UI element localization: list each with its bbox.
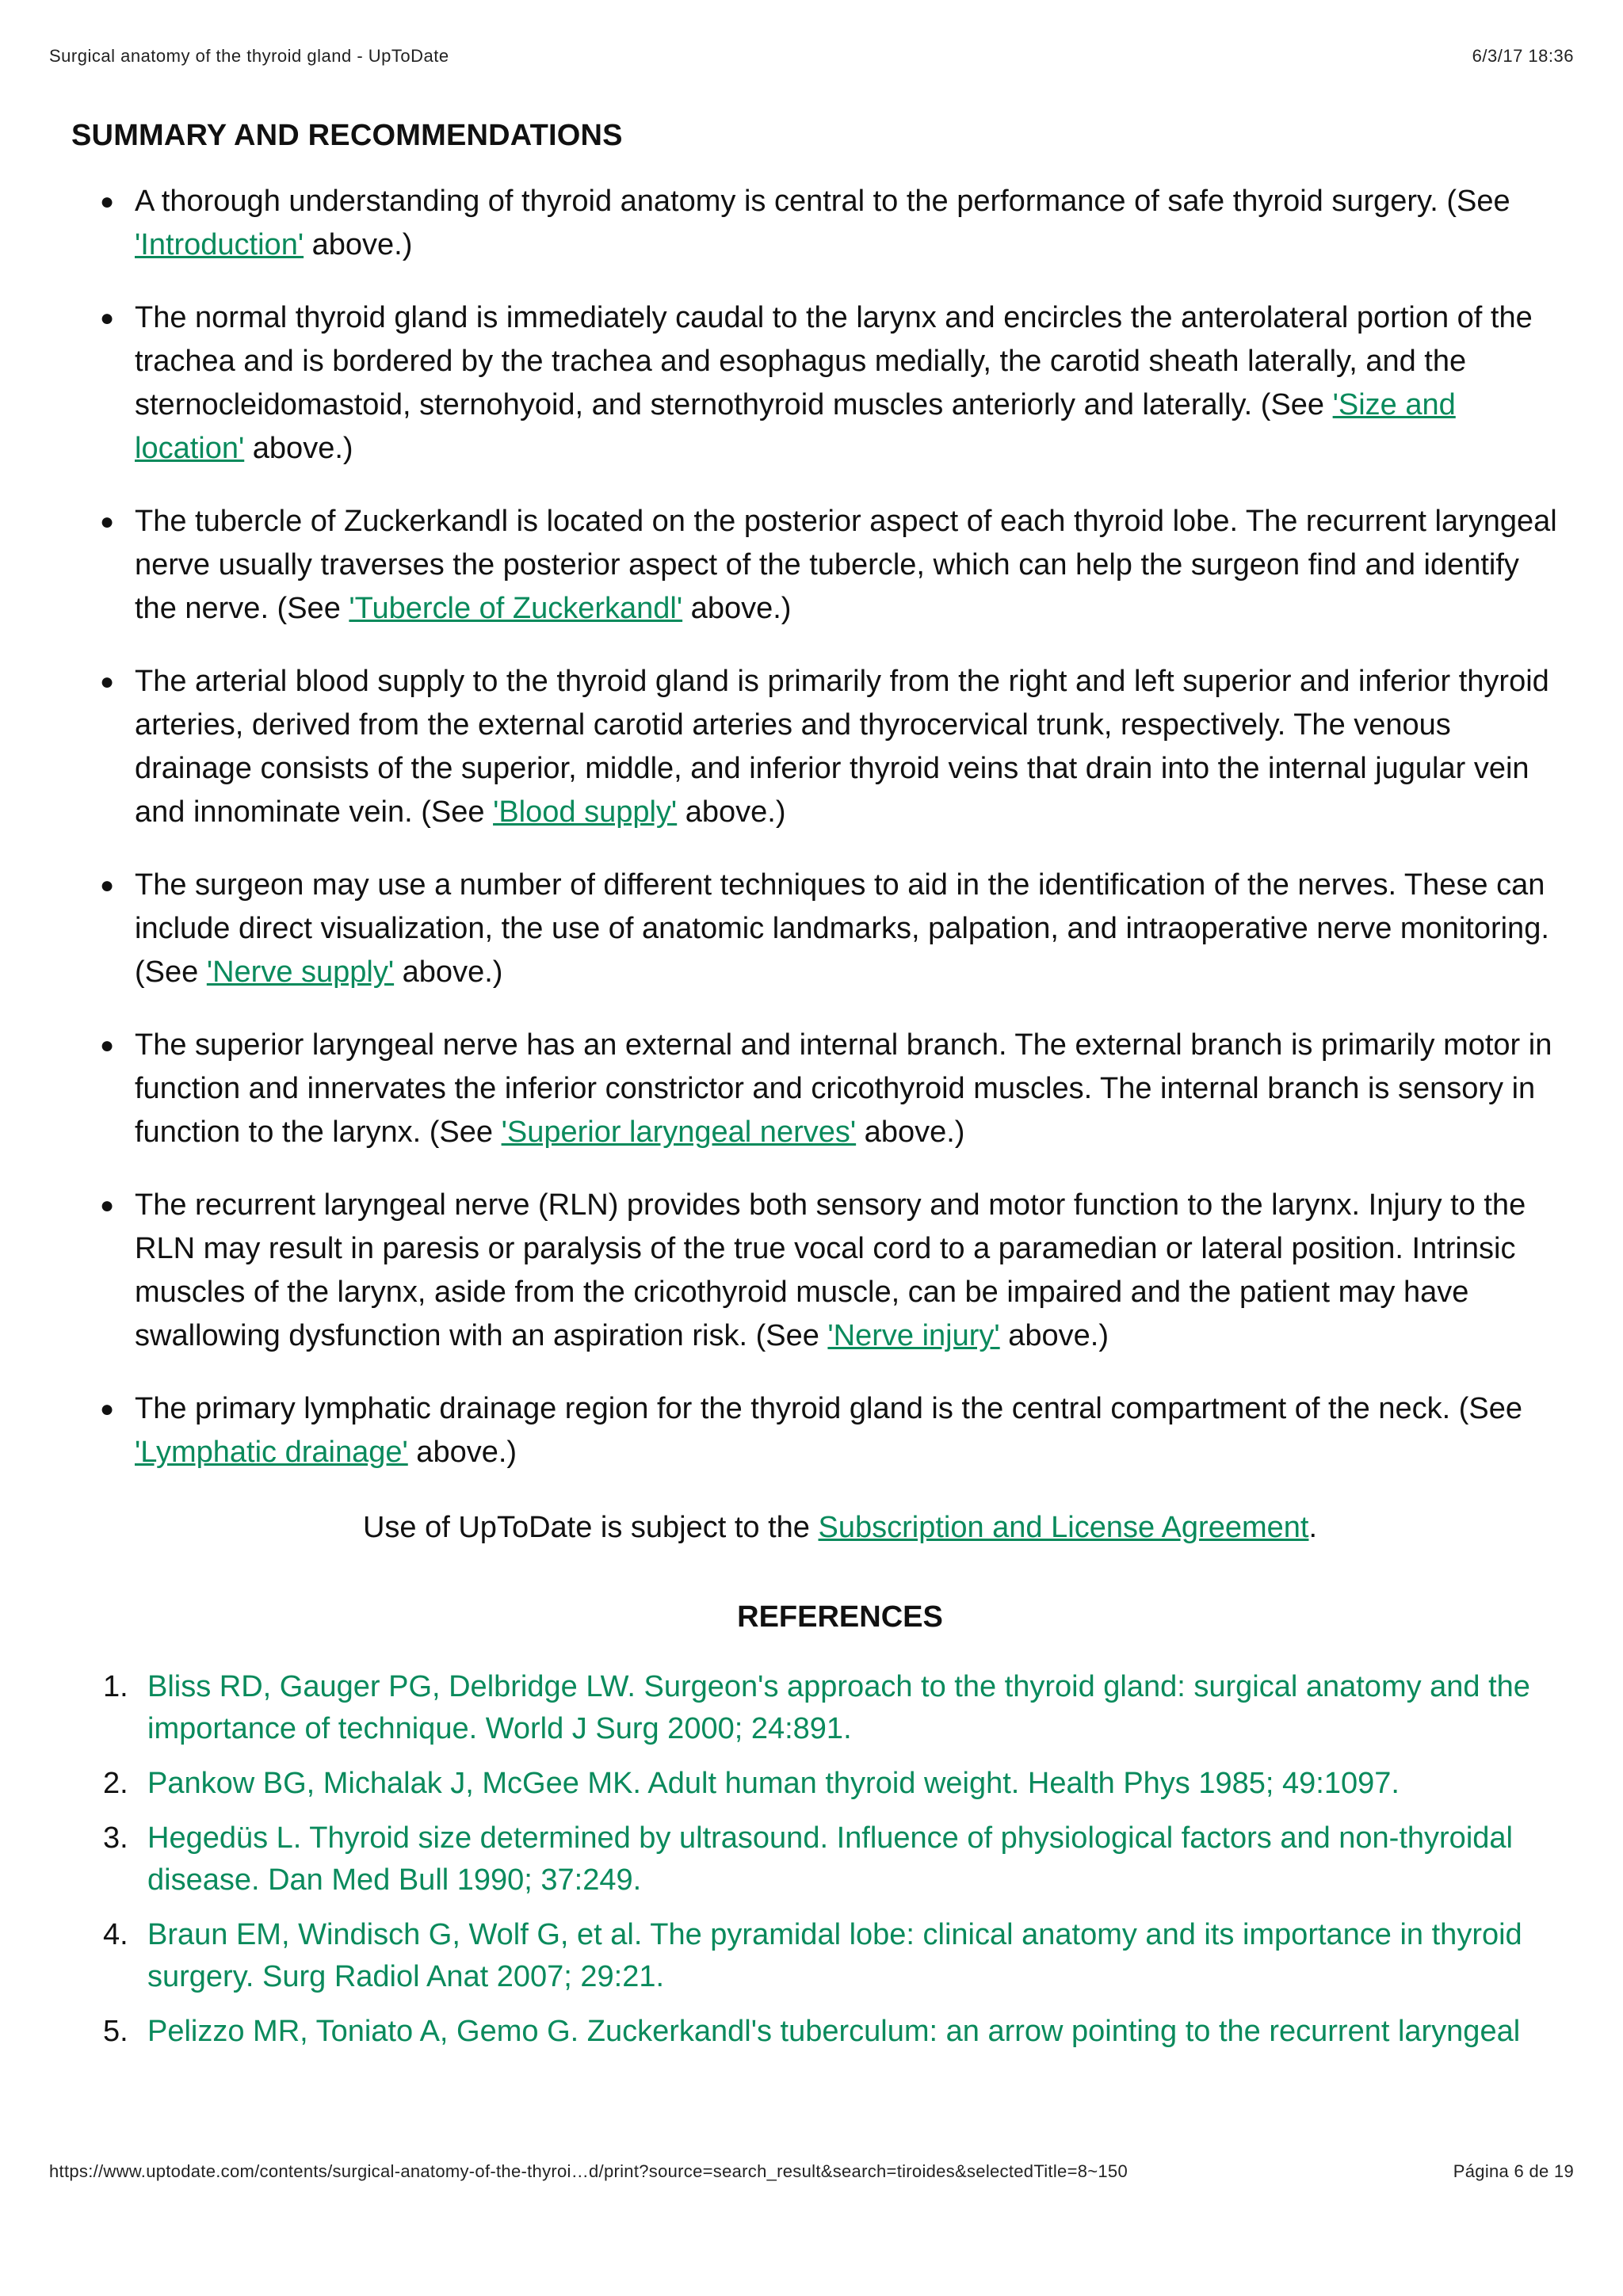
summary-item-after: above.) bbox=[407, 1436, 517, 1469]
summary-item bbox=[71, 864, 1561, 994]
bullet-icon: ● bbox=[100, 189, 115, 215]
summary-item-text: The primary lymphatic drainage region for the thyroid gland is the central compartment of the neck. (See bbox=[135, 1392, 1522, 1425]
print-header-datetime: 6/3/17 18:36 bbox=[1472, 46, 1574, 66]
reference-item bbox=[71, 1914, 1561, 1998]
reference-link[interactable]: Bliss RD, Gauger PG, Delbridge LW. Surgeon's approach to the thyroid gland: surgical anatomy and the importance of technique. World J Surg 2000; 24:891. bbox=[147, 1670, 1530, 1745]
summary-item bbox=[71, 660, 1561, 834]
summary-item bbox=[71, 1184, 1561, 1358]
reference-link[interactable]: Hegedüs L. Thyroid size determined by ultrasound. Influence of physiological factors and non-thyroidal disease. Dan Med Bull 1990; 37:249. bbox=[147, 1821, 1513, 1897]
summary-item bbox=[71, 500, 1561, 631]
summary-item-after: above.) bbox=[682, 592, 792, 625]
summary-heading: SUMMARY AND RECOMMENDATIONS bbox=[71, 119, 623, 152]
summary-item-after: above.) bbox=[304, 228, 413, 261]
bullet-icon: ● bbox=[100, 1192, 115, 1219]
print-footer-page: Página 6 de 19 bbox=[1453, 2161, 1574, 2181]
reference-number: 1. bbox=[103, 1670, 128, 1703]
summary-item-after: above.) bbox=[999, 1319, 1109, 1352]
summary-item bbox=[71, 180, 1561, 267]
summary-item-text: The arterial blood supply to the thyroid gland is primarily from the right and left superior and inferior thyroid arteries, derived from the external carotid arteries and thyrocervical trunk, respectively. The venous drainage consists of the superior, middle, and inferior thyroid veins that drain into the internal jugular vein and innominate vein. (See bbox=[135, 665, 1549, 829]
main-content bbox=[71, 119, 1561, 2065]
reference-item bbox=[71, 1666, 1561, 1750]
reference-item bbox=[71, 2011, 1561, 2053]
link-blood-supply[interactable]: 'Blood supply' bbox=[493, 795, 678, 829]
bullet-icon: ● bbox=[100, 305, 115, 331]
bullet-icon: ● bbox=[100, 872, 115, 898]
link-nerve-injury[interactable]: 'Nerve injury' bbox=[827, 1319, 1000, 1352]
summary-item-text: A thorough understanding of thyroid anatomy is central to the performance of safe thyroid surgery. (See bbox=[135, 185, 1510, 218]
license-prefix: Use of UpToDate is subject to the bbox=[362, 1511, 819, 1544]
summary-item-after: above.) bbox=[856, 1116, 965, 1149]
summary-item bbox=[71, 1024, 1561, 1154]
reference-item bbox=[71, 1817, 1561, 1901]
bullet-icon: ● bbox=[100, 509, 115, 535]
print-header-title: Surgical anatomy of the thyroid gland - UpToDate bbox=[49, 46, 449, 66]
print-footer-url: https://www.uptodate.com/contents/surgical-anatomy-of-the-thyroi…d/print?source=search_result&search=tiroides&selectedTitle=8~150 bbox=[49, 2161, 1128, 2181]
bullet-icon: ● bbox=[100, 669, 115, 695]
reference-number: 5. bbox=[103, 2015, 128, 2048]
reference-number: 4. bbox=[103, 1918, 128, 1951]
reference-link[interactable]: Pankow BG, Michalak J, McGee MK. Adult human thyroid weight. Health Phys 1985; 49:1097. bbox=[147, 1767, 1400, 1800]
link-lymphatic-drainage[interactable]: 'Lymphatic drainage' bbox=[135, 1436, 408, 1469]
summary-item-after: above.) bbox=[394, 955, 503, 989]
summary-item-after: above.) bbox=[244, 432, 353, 465]
summary-item bbox=[71, 296, 1561, 471]
link-tubercle-of-zuckerkandl[interactable]: 'Tubercle of Zuckerkandl' bbox=[349, 592, 683, 625]
summary-item-text: The surgeon may use a number of different techniques to aid in the identification of the nerves. These can include direct visualization, the use of anatomic landmarks, palpation, and intraoperative nerve monitoring. (See bbox=[135, 868, 1549, 989]
bullet-icon: ● bbox=[100, 1032, 115, 1058]
reference-link[interactable]: Pelizzo MR, Toniato A, Gemo G. Zuckerkandl's tuberculum: an arrow pointing to the recurrent laryngeal bbox=[147, 2015, 1521, 2048]
summary-item-text: The tubercle of Zuckerkandl is located on the posterior aspect of each thyroid lobe. The recurrent laryngeal nerve usually traverses the posterior aspect of the tubercle, which can help the surgeon find and identify the nerve. (See bbox=[135, 505, 1557, 625]
reference-link[interactable]: Braun EM, Windisch G, Wolf G, et al. The pyramidal lobe: clinical anatomy and its importance in thyroid surgery. Surg Radiol Anat 2007; 29:21. bbox=[147, 1918, 1522, 1993]
link-nerve-supply[interactable]: 'Nerve supply' bbox=[206, 955, 395, 989]
link-size-and-location[interactable]: 'Size and location' bbox=[135, 388, 1456, 465]
reference-number: 3. bbox=[103, 1821, 128, 1855]
link-superior-laryngeal-nerves[interactable]: 'Superior laryngeal nerves' bbox=[501, 1116, 857, 1149]
print-header bbox=[49, 46, 1574, 67]
bullet-icon: ● bbox=[100, 1396, 115, 1422]
reference-item bbox=[71, 1763, 1561, 1805]
summary-list bbox=[71, 180, 1561, 1474]
print-footer bbox=[49, 2161, 1574, 2182]
references-heading: REFERENCES bbox=[737, 1600, 943, 1634]
license-notice bbox=[119, 1506, 1561, 1550]
license-suffix: . bbox=[1308, 1511, 1318, 1544]
summary-item bbox=[71, 1387, 1561, 1474]
summary-item-after: above.) bbox=[677, 795, 786, 829]
summary-item-text: The recurrent laryngeal nerve (RLN) provides both sensory and motor function to the larynx. Injury to the RLN may result in paresis or paralysis of the true vocal cord to a paramedian or lateral position. Intrinsic muscles of the larynx, aside from the cricothyroid muscle, can be impaired and the patient may have swallowing dysfunction with an aspiration risk. (See bbox=[135, 1188, 1526, 1352]
references-list bbox=[71, 1666, 1561, 2053]
reference-number: 2. bbox=[103, 1767, 128, 1800]
summary-item-text: The normal thyroid gland is immediately caudal to the larynx and encircles the anterolateral portion of the trachea and is bordered by the trachea and esophagus medially, the carotid sheath laterally, and the sternocleidomastoid, sternohyoid, and sternothyroid muscles anteriorly and laterally. (See bbox=[135, 301, 1533, 421]
license-agreement-link[interactable]: Subscription and License Agreement bbox=[818, 1511, 1309, 1544]
summary-item-text: The superior laryngeal nerve has an external and internal branch. The external branch is primarily motor in function and innervates the inferior constrictor and cricothyroid muscles. The internal branch is sensory in function to the larynx. (See bbox=[135, 1028, 1552, 1149]
link-introduction[interactable]: 'Introduction' bbox=[135, 228, 304, 261]
